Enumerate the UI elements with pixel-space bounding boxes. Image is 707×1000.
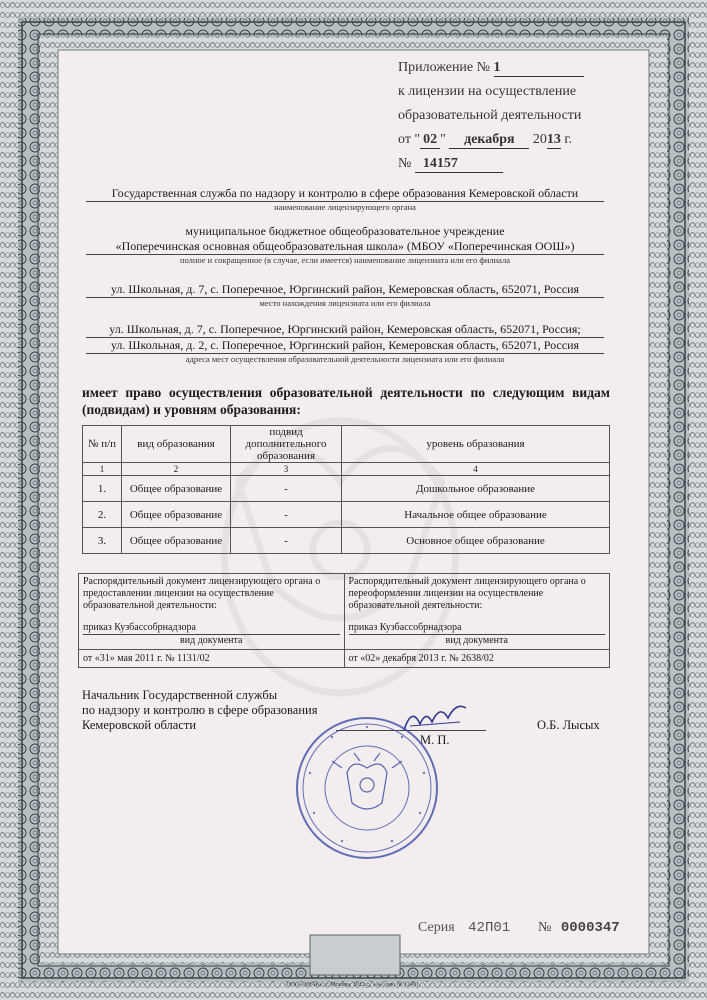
license-number: № 14157	[398, 156, 503, 173]
printer-info: ООО «ЗНАК», г. Москва, 2012 г., «А», зак. № 12431.	[286, 982, 421, 988]
row-num: 3.	[83, 528, 122, 554]
doc-right-type: приказ Кузбассобрнадзора	[349, 622, 606, 635]
row-level: Начальное общее образование	[342, 502, 610, 528]
appendix-line1: к лицензии на осуществление	[398, 84, 577, 99]
row-subtype: -	[231, 502, 342, 528]
doc-right-cell	[344, 574, 610, 650]
table-row	[83, 476, 610, 502]
signatory-name: О.Б. Лысых	[537, 718, 600, 732]
licensor-name: Государственная служба по надзору и контролю в сфере образования Кемеровской области	[86, 186, 604, 202]
row-type: Общее образование	[122, 528, 231, 554]
signatory-position-2: по надзору и контролю в сфере образования	[82, 703, 318, 717]
header-level: уровень образования	[342, 426, 610, 463]
form-number: № 0000347	[538, 920, 620, 936]
address-caption: место нахождения лицензиата или его филиала	[259, 298, 431, 308]
appendix-line2: образовательной деятельности	[398, 108, 582, 123]
doc-left-caption: вид документа	[180, 635, 243, 646]
row-level: Основное общее образование	[342, 528, 610, 554]
form-series: Серия 42П01	[418, 920, 511, 936]
row-num: 2.	[83, 502, 122, 528]
col-num-3: 3	[231, 463, 342, 476]
row-subtype: -	[231, 528, 342, 554]
doc-left-type: приказ Кузбассобрнадзора	[83, 622, 340, 635]
signatory-position-3: Кемеровской области	[82, 718, 197, 732]
licensee-short-name: «Поперечинская основная общеобразовательная школа» (МБОУ «Поперечинская ООШ»)	[86, 239, 604, 255]
rights-statement-line1: имеет право осуществления образовательной деятельности по следующим видам	[82, 385, 610, 400]
col-num-4: 4	[342, 463, 610, 476]
signatory-position-1: Начальник Государственной службы	[82, 688, 278, 702]
appendix-date: от " 02 " декабря 2013 г.	[398, 132, 573, 147]
doc-left-title: Распорядительный документ лицензирующего органа о предоставлении лицензии на осуществление образовательной деятельности:	[83, 576, 321, 611]
licensor-caption: наименование лицензирующего органа	[274, 202, 416, 212]
education-levels-table	[82, 425, 610, 554]
licensee-caption: полное и сокращенное (в случае, если имеется) наименование лицензиата или его филиала	[179, 255, 511, 265]
table-row	[83, 528, 610, 554]
licensee-full-name: муниципальное бюджетное общеобразовательное учреждение	[185, 224, 505, 238]
doc-left-cell	[79, 574, 345, 650]
row-level: Дошкольное образование	[342, 476, 610, 502]
appendix-number: 1	[494, 60, 584, 77]
header-type: вид образования	[122, 426, 231, 463]
activity-address-1: ул. Школьная, д. 7, с. Поперечное, Юргинский район, Кемеровская область, 652071, Россия;	[86, 322, 604, 338]
row-type: Общее образование	[122, 502, 231, 528]
appendix-title: Приложение № 1	[398, 60, 584, 77]
doc-right-title: Распорядительный документ лицензирующего органа о переоформлении лицензии на осуществление образовательной деятельности:	[348, 576, 586, 611]
documents-table	[78, 573, 610, 668]
row-subtype: -	[231, 476, 342, 502]
seal-place-mark: М. П.	[420, 733, 450, 747]
row-num: 1.	[83, 476, 122, 502]
doc-right-caption: вид документа	[445, 635, 508, 646]
activity-address-caption: адреса мест осуществления образовательной деятельности лицензиата или его филиала	[185, 354, 505, 364]
col-num-2: 2	[122, 463, 231, 476]
doc-right-date: от «02» декабря 2013 г. № 2638/02	[344, 650, 610, 668]
official-stamp-icon	[292, 713, 442, 863]
table-row	[83, 502, 610, 528]
header-num: № п/п	[83, 426, 122, 463]
column-numbers-row	[83, 463, 610, 476]
activity-address-2: ул. Школьная, д. 2, с. Поперечное, Юргинский район, Кемеровская область, 652071, Россия	[86, 338, 604, 354]
rights-statement-line2: (подвидам) и уровням образования:	[82, 402, 301, 417]
table-header-row	[83, 426, 610, 463]
licensee-address: ул. Школьная, д. 7, с. Поперечное, Юргинский район, Кемеровская область, 652071, Россия	[86, 282, 604, 298]
doc-left-date: от «31» мая 2011 г. № 1131/02	[79, 650, 345, 668]
header-subtype: подвид дополнительного образования	[231, 426, 342, 463]
col-num-1: 1	[83, 463, 122, 476]
row-type: Общее образование	[122, 476, 231, 502]
